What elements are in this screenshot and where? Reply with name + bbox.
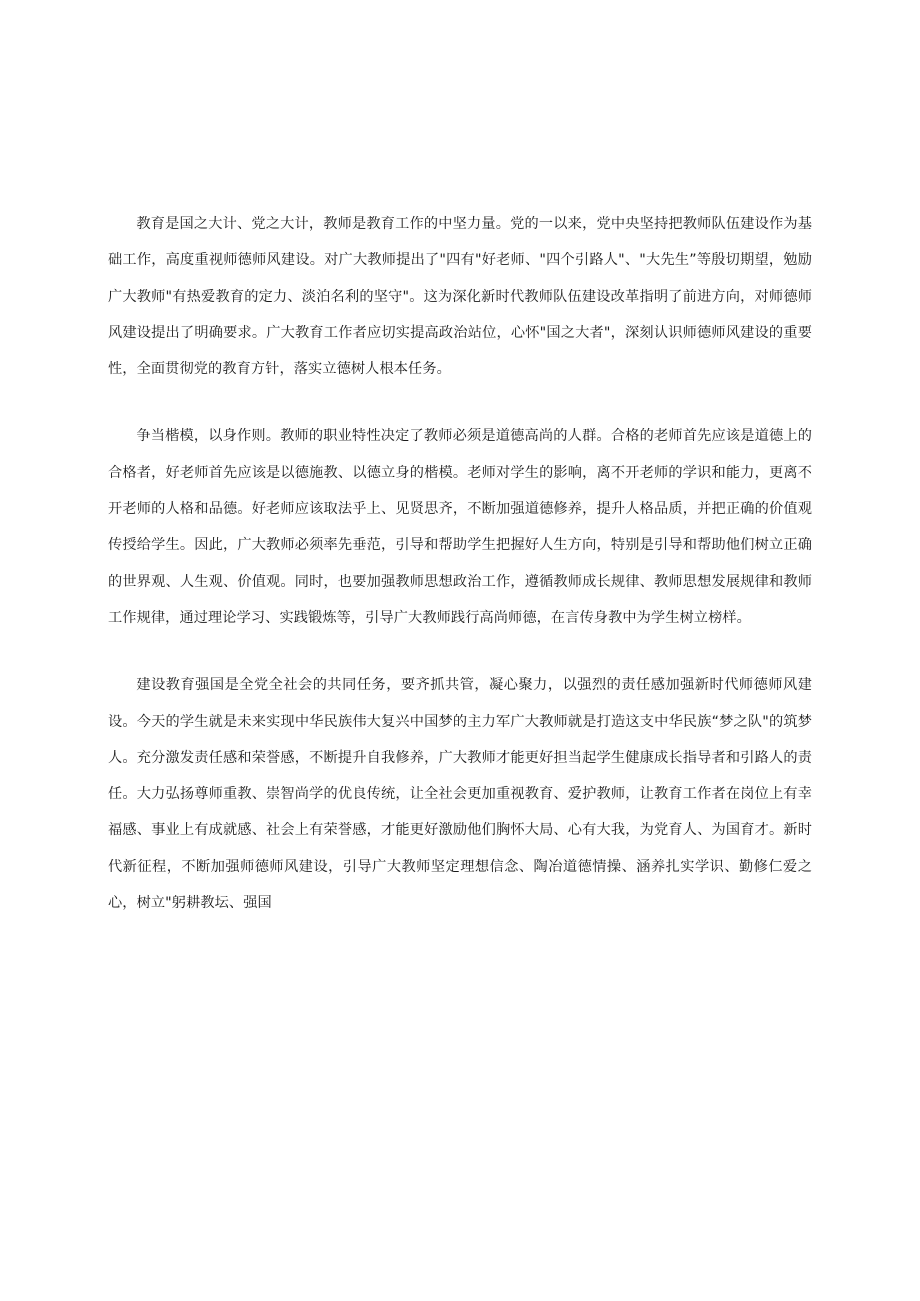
document-body <box>108 206 812 952</box>
paragraph-1: 教育是国之大计、党之大计，教师是教育工作的中坚力量。党的一以来，党中央坚持把教师队伍建设作为基础工作，高度重视师德师风建设。对广大教师提出了"四有"好老师、"四个引路人"、"大先生”等殷切期望，勉励广大教师"有热爱教育的定力、淡泊名利的坚守"。这为深化新时代教师队伍建设改革指明了前进方向，对师德师风建设提出了明确要求。广大教育工作者应切实提高政治站位，心怀"国之大者"，深刻认识师德师风建设的重要性，全面贯彻党的教育方针，落实立德树人根本任务。 <box>108 216 812 378</box>
paragraph-2: 争当楷模，以身作则。教师的职业特性决定了教师必须是道德高尚的人群。合格的老师首先应该是道德上的合格者，好老师首先应该是以德施教、以德立身的楷模。老师对学生的影响，离不开老师的学识和能力，更离不开老师的人格和品德。好老师应该取法乎上、见贤思齐，不断加强道德修养，提升人格品质，并把正确的价值观传授给学生。因此，广大教师必须率先垂范，引导和帮助学生把握好人生方向，特别是引导和帮助他们树立正确的世界观、人生观、价值观。同时，也要加强教师思想政治工作，遵循教师成长规律、教师思想发展规律和教师工作规律，通过理论学习、实践锻炼等，引导广大教师践行高尚师德，在言传身教中为学生树立榜样。 <box>108 428 812 626</box>
paragraph-3: 建设教育强国是全党全社会的共同任务，要齐抓共管，凝心聚力，以强烈的责任感加强新时代师德师风建设。今天的学生就是未来实现中华民族伟大复兴中国梦的主力军广大教师就是打造这支中华民族“梦之队"的筑梦人。充分激发责任感和荣誉感，不断提升自我修养，广大教师才能更好担当起学生健康成长指导者和引路人的责任。大力弘扬尊师重教、崇智尚学的优良传统，让全社会更加重视教育、爱护教师，让教育工作者在岗位上有幸福感、事业上有成就感、社会上有荣誉感，才能更好激励他们胸怀大局、心有大我，为党育人、为国育才。新时代新征程，不断加强师德师风建设，引导广大教师坚定理想信念、陶冶道德情操、涵养扎实学识、勤修仁爱之心，树立"躬耕教坛、强国 <box>108 677 812 912</box>
